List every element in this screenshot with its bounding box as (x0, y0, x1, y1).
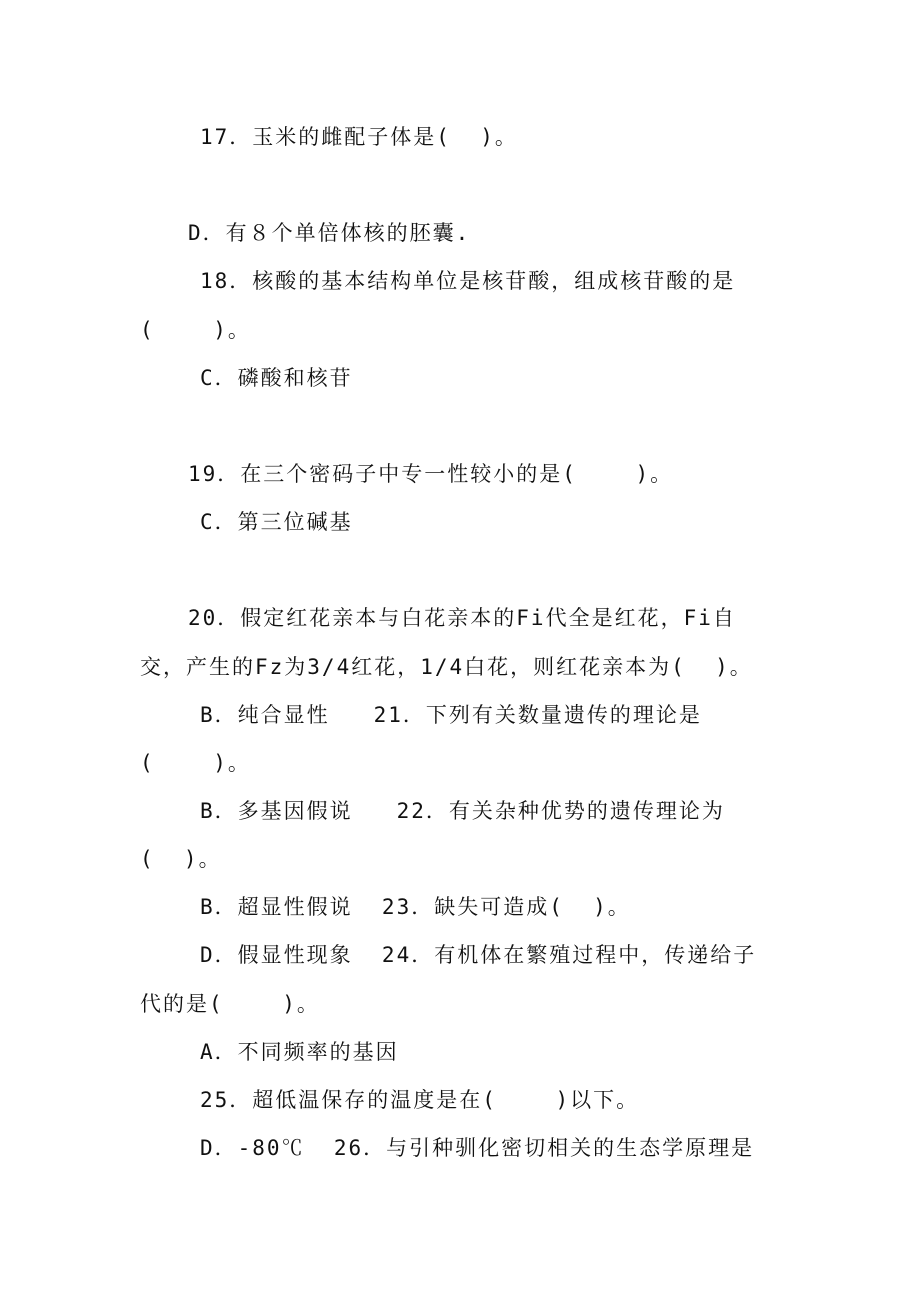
answer-23-question-24: D．假显性现象 24．有机体在繁殖过程中，传递给子 (200, 943, 757, 967)
question-18: 18．核酸的基本结构单位是核苷酸，组成核苷酸的是 (200, 269, 736, 293)
answer-19: C．第三位碱基 (200, 510, 353, 534)
question-24-continued: 代的是( )。 (140, 992, 320, 1016)
question-19: 19．在三个密码子中专一性较小的是( )。 (188, 462, 674, 486)
question-25: 25．超低温保存的温度是在( )以下。 (200, 1088, 640, 1112)
question-21-continued: ( )。 (140, 751, 251, 775)
question-18-continued: ( )。 (140, 318, 251, 342)
answer-18: C．磷酸和核苷 (200, 366, 353, 390)
question-20: 20．假定红花亲本与白花亲本的Fi代全是红花，Fi自 (188, 606, 736, 630)
question-22-continued: ( )。 (140, 847, 222, 871)
answer-20-question-21: B．纯合显性 21．下列有关数量遗传的理论是 (200, 703, 702, 727)
question-17: 17．玉米的雌配子体是( )。 (200, 125, 518, 149)
answer-25-question-26: D．-80℃ 26．与引种驯化密切相关的生态学原理是 (200, 1136, 755, 1160)
answer-22-question-23: B．超显性假说 23．缺失可造成( )。 (200, 895, 631, 919)
question-20-continued: 交，产生的Fz为3/4红花，1/4白花，则红花亲本为( )。 (140, 655, 753, 679)
answer-17: D．有８个单倍体核的胚囊. (188, 221, 471, 245)
answer-24: A．不同频率的基因 (200, 1040, 399, 1064)
answer-21-question-22: B．多基因假说 22．有关杂种优势的遗传理论为 (200, 799, 725, 823)
